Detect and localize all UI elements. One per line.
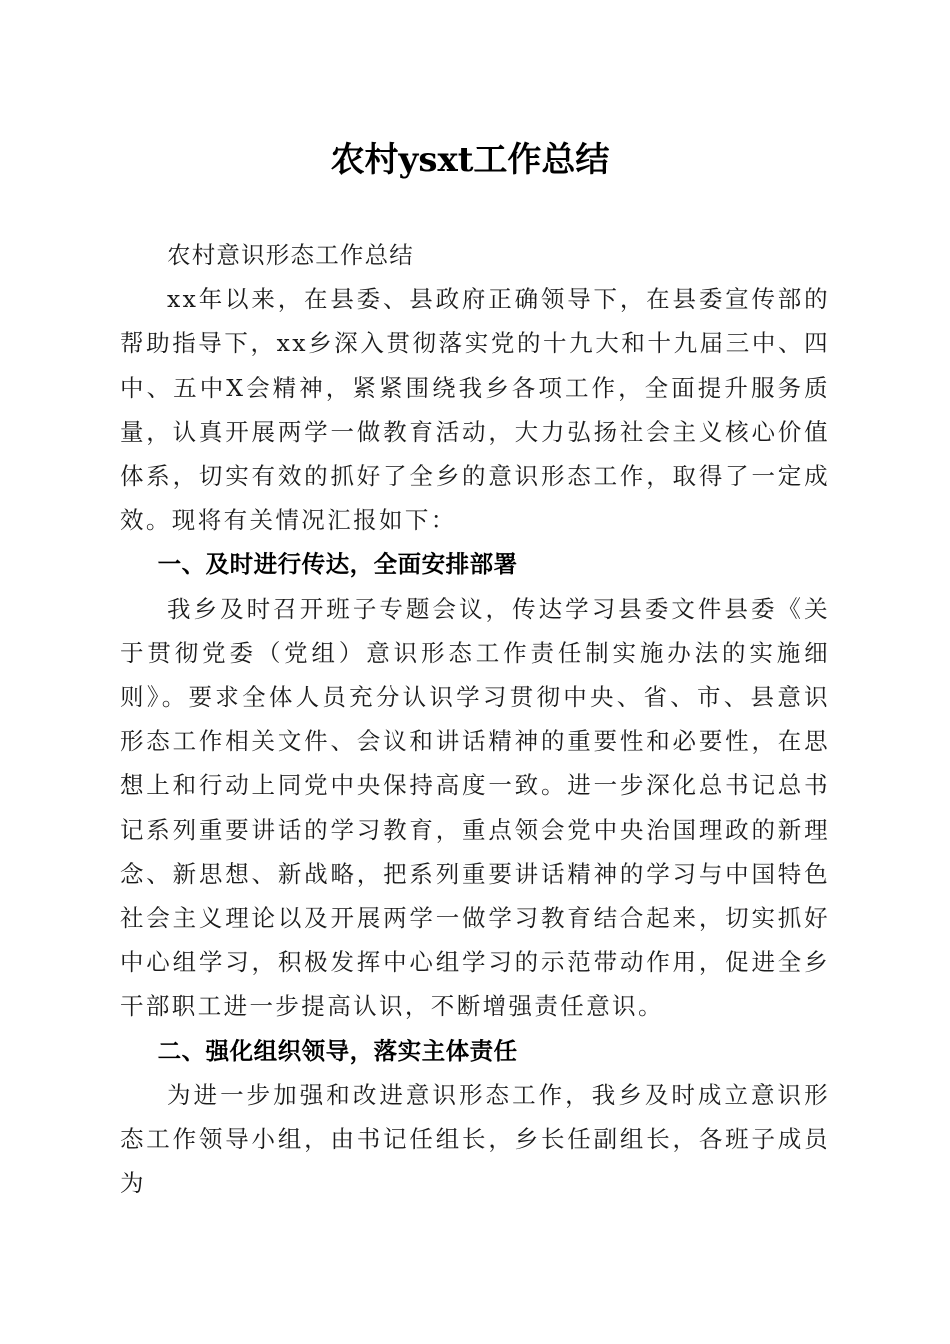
section-2-paragraph: 为进一步加强和改进意识形态工作，我乡及时成立意识形态工作领导小组，由书记任组长，乡长任副组长，各班子成员为 — [120, 1080, 830, 1198]
document-body — [120, 233, 830, 1205]
section-1-paragraph: 我乡及时召开班子专题会议，传达学习县委文件县委《关于贯彻党委（党组）意识形态工作责任制实施办法的实施细则》。要求全体人员充分认识学习贯彻中央、省、市、县意识形态工作相关文件、会议和讲话精神的重要性和必要性，在思想上和行动上同党中央保持高度一致。进一步深化总书记总书记系列重要讲话的学习教育，重点领会党中央治国理政的新理念、新思想、新战略，把系列重要讲话精神的学习与中国特色社会主义理论以及开展两学一做学习教育结合起来，切实抓好中心组学习，积极发挥中心组学习的示范带动作用，促进全乡干部职工进一步提高认识，不断增强责任意识。 — [120, 594, 830, 1021]
section-1-heading: 一、及时进行传达，全面安排部署 — [157, 550, 518, 579]
intro-paragraph: xx年以来，在县委、县政府正确领导下，在县委宣传部的帮助指导下，xx乡深入贯彻落实党的十九大和十九届三中、四中、五中X会精神，紧紧围绕我乡各项工作，全面提升服务质量，认真开展两学一做教育活动，大力弘扬社会主义核心价值体系，切实有效的抓好了全乡的意识形态工作，取得了一定成效。现将有关情况汇报如下： — [120, 285, 830, 535]
document-title: 农村ysxt工作总结 — [330, 140, 610, 180]
document-subtitle: 农村意识形态工作总结 — [167, 241, 414, 269]
section-2-heading: 二、强化组织领导，落实主体责任 — [157, 1036, 518, 1065]
